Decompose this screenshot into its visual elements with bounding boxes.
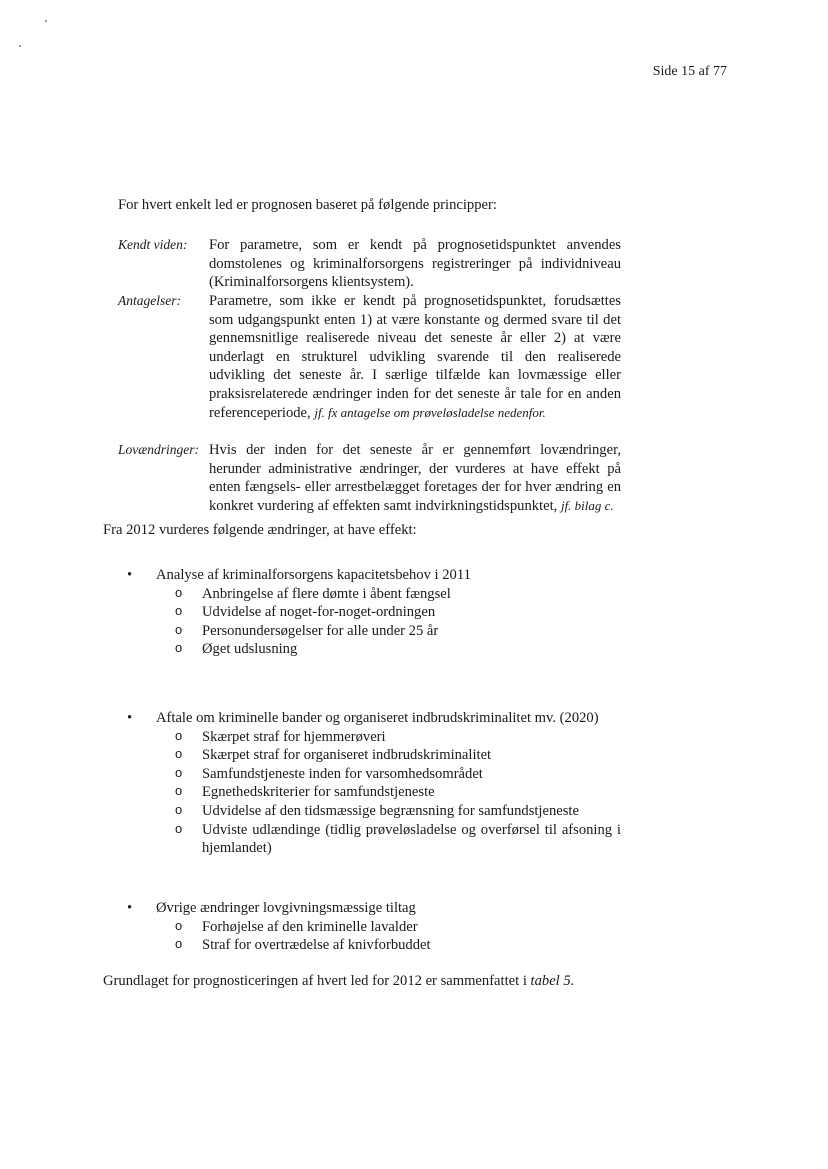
table-reference: tabel 5.: [530, 973, 575, 989]
change-group-1: [118, 566, 621, 659]
intro-text: For hvert enkelt led er prognosen baseret på følgende principper:: [118, 197, 497, 213]
definition-text: For parametre, som er kendt på prognosetidspunktet anvendes domstolenes og kriminalforsorgens registreringer på individniveau (Kriminalforsorgens klientsystem).: [209, 237, 621, 291]
list-item: o Personundersøgelser for alle under 25 år: [118, 622, 621, 641]
scan-speck: [19, 45, 21, 47]
change-group-3: [118, 899, 621, 955]
scan-speck: [45, 20, 47, 22]
list-item: o Udvidelse af noget-for-noget-ordningen: [118, 603, 621, 622]
closing-text: [103, 972, 663, 991]
list-item: o Skærpet straf for hjemmerøveri: [118, 728, 621, 747]
list-item: o Forhøjelse af den kriminelle lavalder: [118, 918, 621, 937]
list-item: o Anbringelse af flere dømte i åbent fængsel: [118, 585, 621, 604]
list-item: o Øget udslusning: [118, 640, 621, 659]
definition-text: Hvis der inden for det seneste år er gennemført lovændringer, herunder administrative ændringer, der vurderes at have effekt på enten fængsels- eller arrestbelægget foretages der for hver ændring en konkret vurdering af effekten samt indvirkningstidspunktet,: [209, 442, 621, 514]
list-item: o Udvidelse af den tidsmæssige begrænsning for samfundstjeneste: [118, 802, 621, 821]
definition-reference: jf. bilag c.: [560, 497, 614, 513]
definition-term: Lovændringer:: [118, 442, 199, 457]
page-number: Side 15 af 77: [652, 64, 727, 79]
group-title: • Analyse af kriminalforsorgens kapacitetsbehov i 2011: [118, 566, 621, 585]
definition-lovaendringer: [118, 441, 621, 515]
list-item: o Samfundstjeneste inden for varsomhedsområdet: [118, 765, 621, 784]
list-item: o Egnethedskriterier for samfundstjeneste: [118, 783, 621, 802]
lead-text: Fra 2012 vurderes følgende ændringer, at have effekt:: [103, 522, 417, 538]
definition-reference: jf. fx antagelse om prøveløsladelse nedenfor.: [314, 404, 546, 420]
list-item: o Udviste udlændinge (tidlig prøveløsladelse og overførsel til afsoning i hjemlandet): [118, 821, 621, 858]
definition-antagelser: [118, 292, 621, 422]
group-title: • Øvrige ændringer lovgivningsmæssige tiltag: [118, 899, 621, 918]
list-item: o Skærpet straf for organiseret indbrudskriminalitet: [118, 746, 621, 765]
definition-text: Parametre, som ikke er kendt på prognosetidspunktet, forudsættes som udgangspunkt enten 1) at være konstante og dermed svare til det gennemsnitlige realiserede niveau det seneste år eller 2) at være underlagt en strukturel udvikling svarende til den realiserede udvikling det seneste år. I særlige tilfælde kan lovmæssige eller praksisrelaterede ændringer inden for det seneste år tale for en anden referenceperiode,: [209, 293, 621, 421]
definition-term: Antagelser:: [118, 293, 181, 308]
closing-sentence: Grundlaget for prognosticeringen af hvert led for 2012 er sammenfattet i: [103, 973, 527, 989]
group-title: • Aftale om kriminelle bander og organiseret indbrudskriminalitet mv. (2020): [118, 709, 621, 728]
definition-kendt-viden: [118, 236, 621, 292]
change-group-2: [118, 709, 621, 858]
definition-term: Kendt viden:: [118, 237, 188, 252]
list-item: o Straf for overtrædelse af knivforbuddet: [118, 936, 621, 955]
